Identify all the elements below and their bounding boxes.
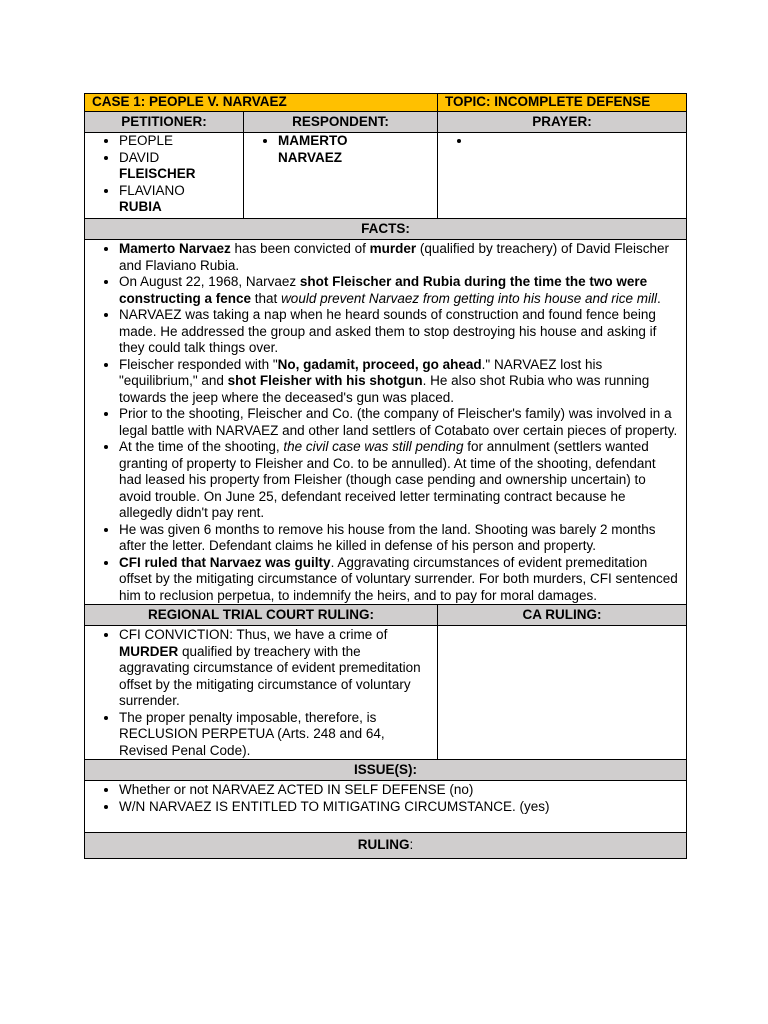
text-run: . Aggravating circumstances of evident premeditation offset by the mitigating circumstance of voluntary surrender. For both murders, CFI sentenced him to reclusion perpetua, to indemnify the heirs, and to pay for moral damages. [119,554,678,603]
issue-item: • Whether or not NARVAEZ ACTED IN SELF DEFENSE (no) [119,782,679,799]
prayer-item [472,133,679,150]
parties-row [85,133,687,219]
respondent-cell [244,133,438,219]
case-digest-table [84,93,687,859]
ruling-label: RULING [357,837,410,852]
petitioner-item: • FLAVIANO RUBIA [119,183,236,216]
rtc-item [119,627,430,710]
case-header-row [85,94,687,112]
parties-header-row [85,112,687,133]
issues-cell [85,781,687,833]
text-run: No, gadamit, proceed, go ahead [277,356,482,372]
petitioner-cell [85,133,244,219]
text-run: The proper penalty imposable, therefore, is RECLUSION PERPETUA (Arts. 248 and 64, Revised Penal Code). [119,709,385,758]
text-run: shot Fleischer and Rubia during the time the two were constructing a fence [119,274,648,306]
petitioner-item: • DAVID FLEISCHER [119,150,236,183]
text-run: that [251,290,282,306]
facts-item [119,406,679,439]
respondent-list [251,133,430,166]
issue-item: • W/N NARVAEZ IS ENTITLED TO MITIGATING CIRCUMSTANCE. (yes) [119,799,679,816]
case-topic: TOPIC: INCOMPLETE DEFENSE [438,94,687,112]
rtc-ruling-list [92,627,430,759]
rtc-ruling-heading: REGIONAL TRIAL COURT RULING: [85,605,438,626]
rtc-item [119,710,430,760]
petitioner-item: • PEOPLE [119,133,236,150]
text-run: At the time of the shooting, [119,439,284,454]
text-run: MURDER [119,643,179,659]
petitioner-list [92,133,236,216]
text-run: murder [369,241,417,256]
rulings-header-row [85,605,687,626]
text-run: Mamerto Narvaez [119,241,231,256]
facts-item [119,522,679,555]
text-run: ." NARVAEZ lost his "equilibrium," and [119,356,603,388]
facts-heading: FACTS: [85,219,687,240]
text-run: has been convicted of [230,241,370,256]
text-run: CFI ruled that Narvaez was guilty [119,554,331,570]
petitioner-heading: PETITIONER: [85,112,244,133]
text-run: . [657,290,661,306]
ca-ruling-heading: CA RULING: [438,605,687,626]
facts-item [119,555,679,605]
ca-ruling-cell [438,626,687,760]
rulings-row [85,626,687,760]
respondent-heading: RESPONDENT: [244,112,438,133]
text-run: would prevent Narvaez from getting into his house and rice mill [281,290,657,306]
facts-item [119,274,679,307]
facts-cell [85,240,687,605]
facts-item [119,307,679,357]
text-run: Prior to the shooting, Fleischer and Co. (the company of Fleischer's family) was involved in a legal battle with NARVAEZ and other land settlers of Cotabato over certain pieces of property. [119,406,678,438]
text-run: qualified by treachery with the aggravating circumstance of evident premeditation offset by the mitigating circumstance of voluntary surrender. [119,643,421,708]
issues-heading: ISSUE(S): [85,760,687,781]
facts-list [92,241,679,604]
rtc-ruling-cell [85,626,438,760]
text-run: On August 22, 1968, Narvaez [119,274,300,289]
text-run: Fleischer responded with " [119,356,278,372]
ruling-colon: : [409,837,414,852]
text-run: (qualified by treachery) of David Fleischer and Flaviano Rubia. [119,241,670,273]
facts-item [119,439,679,522]
text-run: the civil case was still pending [283,439,464,454]
text-run: for annulment (settlers wanted granting of property to Fleisher and Co. to be annulled). At time of the shooting, defendant had leased his property from Fleisher (though case pending and ownership uncertain) to avoid trouble. On June 25, defendant received letter terminating contract because he allegedly didn't pay rent. [119,439,656,520]
respondent-item: • MAMERTO NARVAEZ [278,133,430,166]
prayer-list [445,133,679,150]
prayer-heading: PRAYER: [438,112,687,133]
facts-item [119,357,679,407]
facts-item [119,241,679,274]
text-run: NARVAEZ was taking a nap when he heard sounds of construction and found fence being made. He addressed the group and asked them to stop destroying his house and asking if they could talk things over. [119,307,657,355]
text-run: CFI CONVICTION: Thus, we have a crime of [119,627,388,642]
text-run: . He also shot Rubia who was running towards the jeep where the deceased's gun was placed. [119,373,650,405]
issues-list [92,782,679,815]
text-run: He was given 6 months to remove his house from the land. Shooting was barely 2 months after the letter. Defendant claims he killed in defense of his person and property. [119,521,656,553]
text-run: shot Fleisher with his shotgun [227,373,423,388]
case-title: CASE 1: PEOPLE V. NARVAEZ [85,94,438,112]
ruling-heading [85,833,687,859]
prayer-cell [438,133,687,219]
